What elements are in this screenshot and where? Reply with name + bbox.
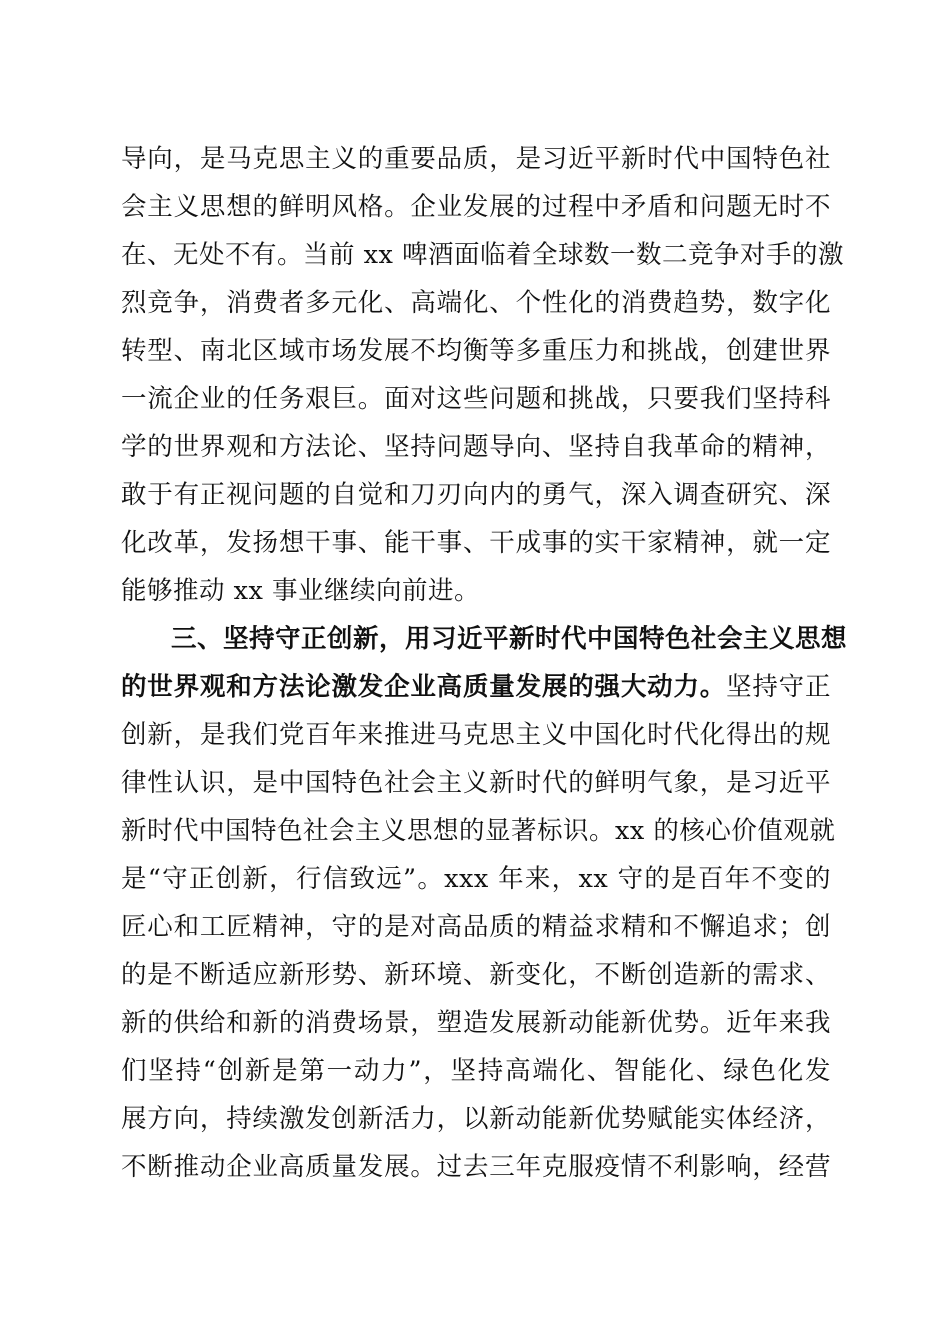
text-line: 匠心和工匠精神，守的是对高品质的精益求精和不懈追求；创	[121, 912, 831, 942]
text-line: 会主义思想的鲜明风格。企业发展的过程中矛盾和问题无时不	[121, 192, 831, 222]
text-line: 转型、南北区域市场发展不均衡等多重压力和挑战，创建世界	[121, 336, 831, 366]
body-text-start: 坚持守正	[726, 672, 831, 702]
text-line: 化改革，发扬想干事、能干事、干成事的实干家精神，就一定	[121, 528, 831, 558]
section-heading-tail: 的世界观和方法论激发企业高质量发展的强大动力。	[121, 672, 727, 702]
text-line: 律性认识，是中国特色社会主义新时代的鲜明气象，是习近平	[121, 768, 831, 798]
text-line: 展方向，持续激发创新活力，以新动能新优势赋能实体经济，	[121, 1104, 831, 1134]
text-line: 创新，是我们党百年来推进马克思主义中国化时代化得出的规	[121, 720, 831, 750]
text-line: 是“守正创新，行信致远”。xxx 年来，xx 守的是百年不变的	[121, 864, 831, 894]
text-line: 能够推动 xx 事业继续向前进。	[121, 576, 480, 606]
text-line: 新的供给和新的消费场景，塑造发展新动能新优势。近年来我	[121, 1008, 831, 1038]
heading-and-body-line	[121, 668, 831, 706]
text-line: 导向，是马克思主义的重要品质，是习近平新时代中国特色社	[121, 144, 831, 174]
text-line: 不断推动企业高质量发展。过去三年克服疫情不利影响，经营	[121, 1152, 831, 1182]
text-line: 在、无处不有。当前 xx 啤酒面临着全球数一数二竞争对手的激	[121, 240, 844, 270]
text-line: 的是不断适应新形势、新环境、新变化，不断创造新的需求、	[121, 960, 831, 990]
section-heading-line: 三、坚持守正创新，用习近平新时代中国特色社会主义思想	[171, 624, 848, 654]
text-line: 一流企业的任务艰巨。面对这些问题和挑战，只要我们坚持科	[121, 384, 831, 414]
text-line: 烈竞争，消费者多元化、高端化、个性化的消费趋势，数字化	[121, 288, 831, 318]
text-line: 敢于有正视问题的自觉和刀刃向内的勇气，深入调查研究、深	[121, 480, 831, 510]
text-line: 新时代中国特色社会主义思想的显著标识。xx 的核心价值观就	[121, 816, 836, 846]
text-line: 们坚持“创新是第一动力”，坚持高端化、智能化、绿色化发	[121, 1056, 831, 1086]
text-line: 学的世界观和方法论、坚持问题导向、坚持自我革命的精神，	[121, 432, 831, 462]
